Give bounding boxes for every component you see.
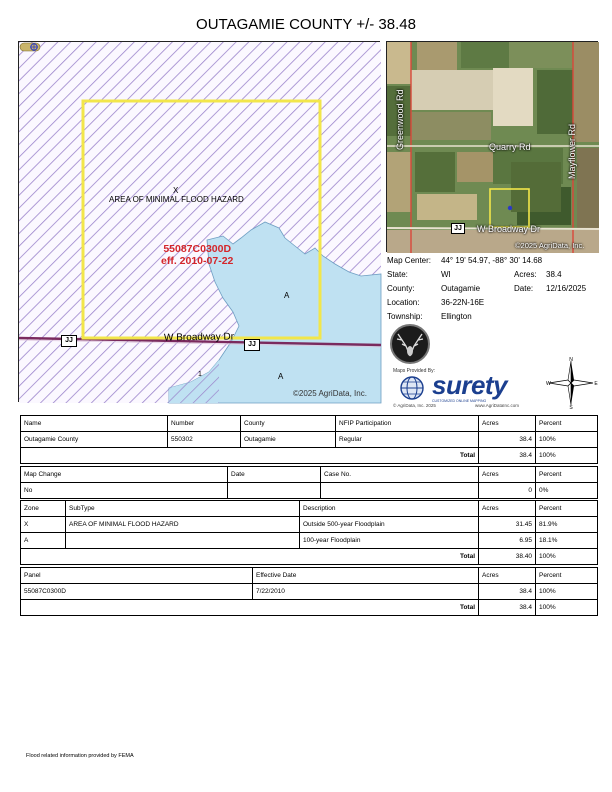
panel-table: [20, 567, 598, 616]
county-label: County:: [387, 284, 415, 293]
flood-zone-table: [20, 500, 598, 565]
table-cell: 100%: [536, 432, 598, 448]
road-label: W Broadway Dr: [477, 224, 541, 234]
table-header: Percent: [536, 501, 598, 517]
table-header: Acres: [479, 568, 536, 584]
road-label: Quarry Rd: [489, 142, 531, 152]
table-cell: AREA OF MINIMAL FLOOD HAZARD: [66, 517, 300, 533]
total-acres: 38.40: [479, 549, 536, 565]
table-header: SubType: [66, 501, 300, 517]
table-cell: 55087C0300D: [21, 584, 253, 600]
table-header-row: [21, 467, 598, 483]
compass-s: S: [569, 405, 573, 411]
table-cell: A: [21, 533, 66, 549]
table-cell: 0%: [536, 483, 598, 499]
table-cell: Outagamie County: [21, 432, 168, 448]
map-change-table: [20, 466, 598, 499]
road-label: Greenwood Rd: [395, 89, 405, 150]
table-header: Date: [228, 467, 321, 483]
state-value: WI: [441, 270, 451, 279]
compass-e: E: [594, 381, 598, 387]
maps-provided-by: Maps Provided By:: [393, 368, 435, 374]
table-total-row: [21, 600, 598, 616]
table-row: [21, 533, 598, 549]
township-label: Township:: [387, 312, 423, 321]
road-shield: JJ: [61, 335, 77, 347]
flood-map-canvas: [19, 42, 381, 403]
compass-w: W: [546, 381, 551, 387]
total-percent: 100%: [536, 549, 598, 565]
table-header-row: [21, 501, 598, 517]
page-title: OUTAGAMIE COUNTY +/- 38.48: [196, 16, 416, 33]
total-label: Total: [21, 549, 479, 565]
table-cell: 38.4: [479, 584, 536, 600]
map-center-label: Map Center:: [387, 256, 432, 265]
table-header: Number: [168, 416, 241, 432]
table-cell: [228, 483, 321, 499]
county-table: [20, 415, 598, 464]
panel-number: 55087C0300D: [163, 243, 232, 255]
zone-x-description: AREA OF MINIMAL FLOOD HAZARD: [109, 195, 244, 204]
total-percent: 100%: [536, 600, 598, 616]
total-label: Total: [21, 600, 479, 616]
total-label: Total: [21, 448, 479, 464]
location-label: Location:: [387, 298, 420, 307]
table-header: Zone: [21, 501, 66, 517]
table-cell: No: [21, 483, 228, 499]
table-header: Percent: [536, 467, 598, 483]
deer-logo: [390, 324, 430, 364]
road-shield: JJ: [451, 223, 465, 234]
table-header-row: [21, 568, 598, 584]
agridata-copyright: © AgriData, Inc. 2025: [393, 403, 436, 408]
panel-label: [161, 243, 233, 267]
panel-effective-date: eff. 2010-07-22: [161, 255, 234, 267]
agridata-url[interactable]: www.AgriDataInc.com: [475, 403, 520, 408]
table-cell: 550302: [168, 432, 241, 448]
table-cell: 0: [479, 483, 536, 499]
table-cell: [66, 533, 300, 549]
total-acres: 38.4: [479, 600, 536, 616]
table-cell: 6.95: [479, 533, 536, 549]
table-header: Description: [300, 501, 479, 517]
date-value: 12/16/2025: [546, 284, 587, 293]
table-header: Percent: [536, 568, 598, 584]
table-total-row: [21, 549, 598, 565]
road-shield: JJ: [244, 339, 260, 351]
date-label: Date:: [514, 284, 534, 293]
compass-rose-icon: [545, 357, 597, 409]
total-acres: 38.4: [479, 448, 536, 464]
table-row: [21, 432, 598, 448]
table-cell: [321, 483, 479, 499]
zone-number-label: 1: [198, 371, 202, 378]
table-cell: 100%: [536, 584, 598, 600]
fema-footnote: Flood related information provided by FEMA: [26, 753, 134, 759]
state-label: State:: [387, 270, 408, 279]
acres-value: 38.4: [546, 270, 562, 279]
crosshair-icon: [19, 42, 41, 52]
table-cell: 18.1%: [536, 533, 598, 549]
road-label: W Broadway Dr: [163, 331, 235, 344]
acres-label: Acres:: [514, 270, 537, 279]
zone-a-label: A: [278, 372, 284, 381]
deer-icon: [392, 326, 428, 362]
surety-logo-text: surety: [432, 370, 508, 400]
zone-x-label: X: [173, 186, 179, 195]
table-cell: 38.4: [479, 432, 536, 448]
table-header: Acres: [479, 501, 536, 517]
surety-tagline: CUSTOMIZED ONLINE MAPPING: [432, 399, 487, 403]
county-value: Outagamie: [441, 284, 481, 293]
compass-n: N: [569, 357, 573, 363]
table-total-row: [21, 448, 598, 464]
location-value: 36-22N-16E: [441, 298, 485, 307]
table-cell: 81.9%: [536, 517, 598, 533]
flood-map[interactable]: [18, 41, 380, 402]
township-value: Ellington: [441, 312, 472, 321]
table-header: Acres: [479, 416, 536, 432]
table-cell: X: [21, 517, 66, 533]
table-cell: Regular: [336, 432, 479, 448]
table-header: Effective Date: [253, 568, 479, 584]
table-header: Acres: [479, 467, 536, 483]
table-cell: 100-year Floodplain: [300, 533, 479, 549]
aerial-copyright: ©2025 AgriData, Inc.: [515, 241, 585, 250]
table-header: NFIP Participation: [336, 416, 479, 432]
table-row: [21, 517, 598, 533]
table-header: Map Change: [21, 467, 228, 483]
aerial-map[interactable]: [386, 41, 598, 252]
map-copyright: ©2025 AgriData, Inc.: [293, 389, 367, 398]
table-header: Case No.: [321, 467, 479, 483]
table-cell: Outagamie: [241, 432, 336, 448]
zone-a-label: A: [284, 291, 290, 300]
road-label: Mayflower Rd: [567, 123, 577, 179]
table-header: Percent: [536, 416, 598, 432]
table-header-row: [21, 416, 598, 432]
map-center-value: 44° 19' 54.97, -88° 30' 14.68: [441, 256, 543, 265]
table-header: Panel: [21, 568, 253, 584]
table-cell: Outside 500-year Floodplain: [300, 517, 479, 533]
total-percent: 100%: [536, 448, 598, 464]
table-row: [21, 483, 598, 499]
table-cell: 7/22/2010: [253, 584, 479, 600]
table-row: [21, 584, 598, 600]
table-header: County: [241, 416, 336, 432]
table-cell: 31.45: [479, 517, 536, 533]
table-header: Name: [21, 416, 168, 432]
